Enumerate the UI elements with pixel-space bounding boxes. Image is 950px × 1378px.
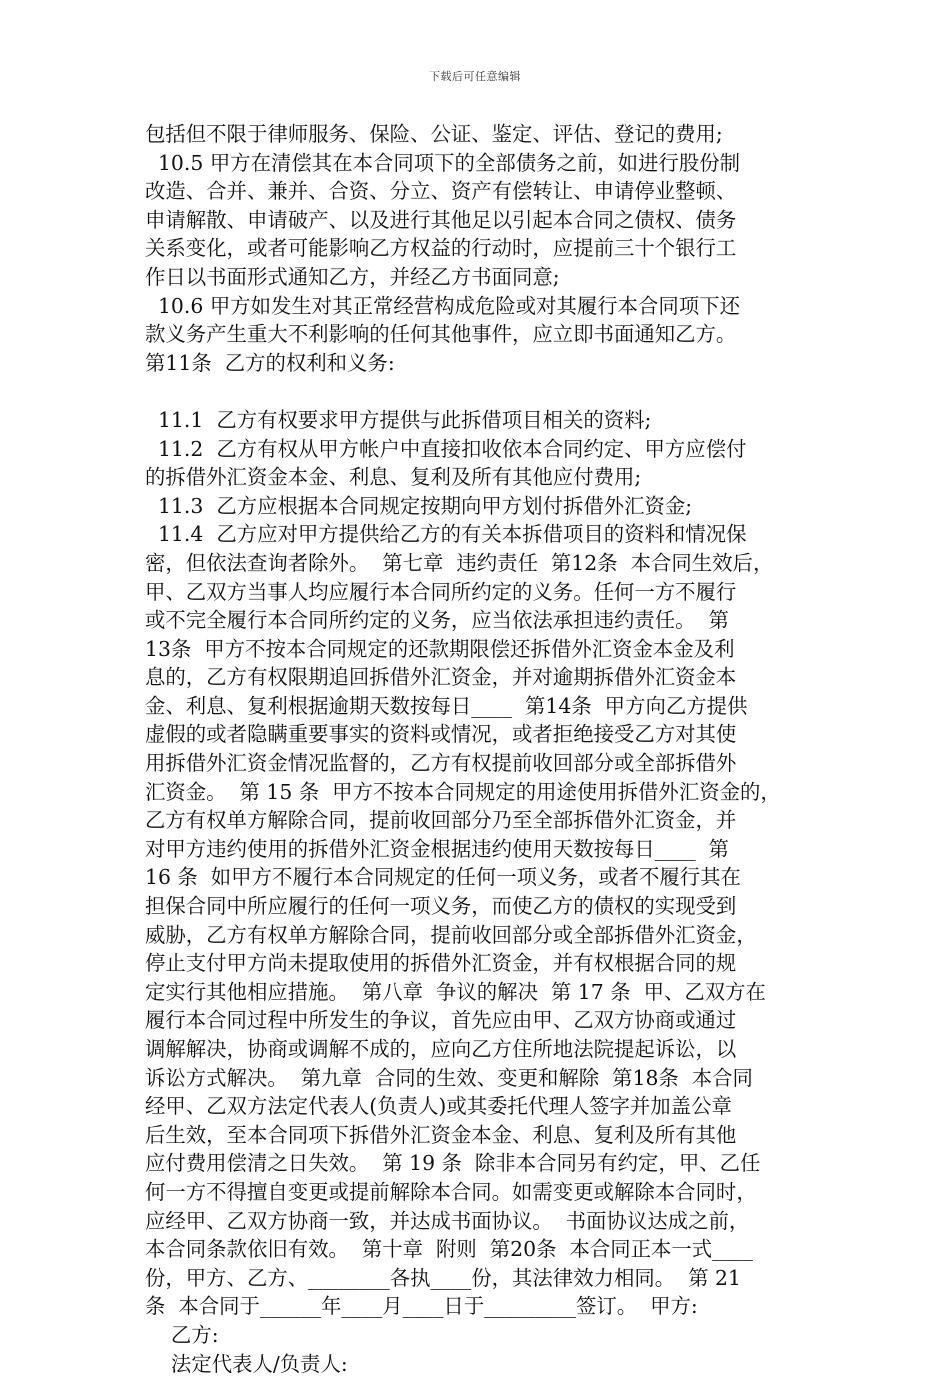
text-line: 汇资金。 第 15 条 甲方不按本合同规定的用途使用拆借外汇资金的， (145, 779, 781, 804)
text-line: 10.5 甲方在清偿其在本合同项下的全部债务之前，如进行股份制 (145, 150, 740, 175)
text-line: 乙方有权单方解除合同，提前收回部分乃至全部拆借外汇资金，并 (145, 808, 737, 833)
text-line: 法定代表人/负责人: (145, 1351, 348, 1376)
text-line: 金、利息、复利根据逾期天数按每日____ 第14条 甲方向乙方提供 (145, 693, 748, 718)
text-line: 作日以书面形式通知乙方，并经乙方书面同意; (145, 264, 560, 289)
text-line: 息的，乙方有权限期追回拆借外汇资金，并对逾期拆借外汇资金本 (145, 665, 737, 690)
text-line: 11.4 乙方应对甲方提供给乙方的有关本拆借项目的资料和情况保 (145, 522, 747, 547)
text-line: 改造、合并、兼并、合资、分立、资产有偿转让、申请停业整顿、 (145, 179, 737, 204)
text-line: 停止支付甲方尚未提取使用的拆借外汇资金，并有权根据合同的规 (145, 951, 737, 976)
text-line: 款义务产生重大不利影响的任何其他事件，应立即书面通知乙方。 (145, 322, 737, 347)
text-line: 甲、乙双方当事人均应履行本合同所约定的义务。任何一方不履行 (145, 579, 737, 604)
text-line: 威胁，乙方有权单方解除合同，提前收回部分或全部拆借外汇资金， (145, 922, 757, 947)
text-line: 定实行其他相应措施。 第八章 争议的解决 第 17 条 甲、乙双方在 (145, 979, 766, 1004)
text-line: 虚假的或者隐瞒重要事实的资料或情况，或者拒绝接受乙方对其使 (145, 722, 737, 747)
text-line: 或不完全履行本合同所约定的义务，应当依法承担违约责任。 第 (145, 608, 729, 633)
text-line: 乙方: (145, 1322, 219, 1347)
text-line: 诉讼方式解决。 第九章 合同的生效、变更和解除 第18条 本合同 (145, 1065, 753, 1090)
text-line: 申请解散、申请破产、以及进行其他足以引起本合同之债权、债务 (145, 207, 737, 232)
text-line: 包括但不限于律师服务、保险、公证、鉴定、评估、登记的费用; (145, 122, 723, 146)
text-line: 11.3 乙方应根据本合同规定按期向甲方划付拆借外汇资金; (145, 493, 693, 518)
text-line: 16 条 如甲方不履行本合同规定的任何一项义务，或者不履行其在 (145, 865, 741, 890)
text-line: 本合同条款依旧有效。 第十章 附则 第20条 本合同正本一式____ (145, 1237, 753, 1262)
text-line: 应付费用偿清之日失效。 第 19 条 除非本合同另有约定，甲、乙任 (145, 1151, 761, 1176)
text-line (145, 377, 810, 406)
text-line: 关系变化，或者可能影响乙方权益的行动时，应提前三十个银行工 (145, 236, 737, 261)
text-line: 10.6 甲方如发生对其正常经营构成危险或对其履行本合同项下还 (145, 293, 740, 318)
page-header: 下载后可任意编辑 (429, 70, 521, 83)
text-line: 经甲、乙双方法定代表人(负责人)或其委托代理人签字并加盖公章 (145, 1094, 732, 1119)
text-line: 应经甲、乙双方协商一致，并达成书面协议。 书面协议达成之前， (145, 1208, 750, 1233)
text-line: 调解解决，协商或调解不成的，应向乙方住所地法院提起诉讼，以 (145, 1037, 737, 1061)
text-line: 后生效，至本合同项下拆借外汇资金本金、利息、复利及所有其他 (145, 1122, 737, 1147)
text-line: 对甲方违约使用的拆借外汇资金根据违约使用天数按每日____ 第 (145, 836, 729, 861)
text-line: 担保合同中所应履行的任何一项义务，而使乙方的债权的实现受到 (145, 894, 737, 919)
text-line: 第11条 乙方的权利和义务: (145, 350, 395, 375)
text-line: 用拆借外汇资金情况监督的，乙方有权提前收回部分或全部拆借外 (145, 751, 737, 776)
text-line: 11.2 乙方有权从甲方帐户中直接扣收依本合同约定、甲方应偿付 (145, 436, 747, 461)
text-line: 条 本合同于______年____月____日于_________签订。 甲方: (145, 1294, 698, 1319)
text-line: 的拆借外汇资金本金、利息、复利及所有其他应付费用; (145, 465, 642, 490)
text-line: 份，甲方、乙方、________各执____份，其法律效力相同。 第 21 (145, 1265, 741, 1290)
text-line: 何一方不得擅自变更或提前解除本合同。如需变更或解除本合同时， (145, 1179, 757, 1204)
text-line: 履行本合同过程中所发生的争议，首先应由甲、乙双方协商或通过 (145, 1008, 737, 1033)
contract-body (145, 120, 810, 1378)
text-line: 11.1 乙方有权要求甲方提供与此拆借项目相关的资料; (145, 407, 652, 432)
text-line: 13条 甲方不按本合同规定的还款期限偿还拆借外汇资金本金及利 (145, 636, 735, 661)
text-line: 密，但依法查询者除外。 第七章 违约责任 第12条 本合同生效后， (145, 550, 774, 575)
